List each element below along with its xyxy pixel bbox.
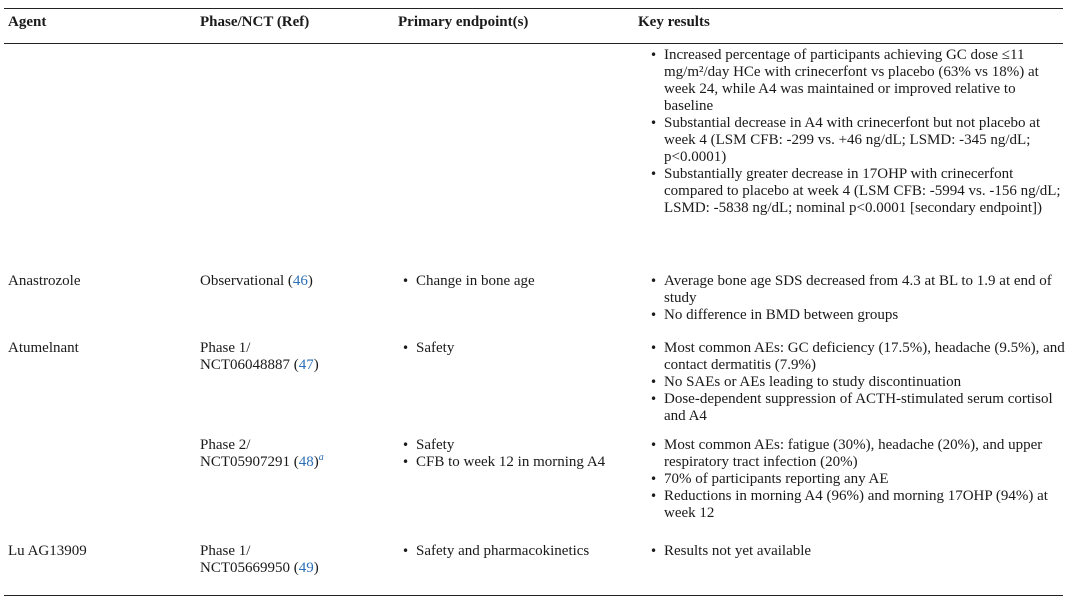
results-cell: [638, 437, 1068, 522]
list-item: • Most common AEs: GC deficiency (17.5%), headache (9.5%), and contact dermatitis (7.9%): [638, 340, 1068, 374]
list-item: • Increased percentage of participants achieving GC dose ≤11 mg/m²/day HCe with crinecerfont vs placebo (63% vs 18%) at week 24, while A4 was maintained or improved relative to baseline: [638, 47, 1068, 115]
phase-cell: Phase 2/ NCT05907291 (48)$^a$: [200, 437, 324, 470]
footnote-marker: a: [318, 452, 324, 463]
table-top-rule: [4, 8, 1063, 9]
reference-link[interactable]: 49: [298, 560, 314, 576]
header-agent: Agent: [8, 14, 47, 30]
list-item: • Safety: [398, 437, 628, 454]
list-item: • 70% of participants reporting any AE: [638, 471, 1068, 488]
list-item: • Substantially greater decrease in 17OHP with crinecerfont compared to placebo at week 4 (LSM CFB: -5994 vs. -156 ng/dL; LSMD: -5838 ng/dL; nominal p<0.0001 [secondary endpoint]): [638, 166, 1068, 217]
agent-cell: Anastrozole: [8, 273, 81, 289]
results-cell: [638, 273, 1068, 324]
endpoints-cell: [398, 273, 628, 290]
list-item: • Results not yet available: [638, 543, 1068, 560]
list-item: • Safety and pharmacokinetics: [398, 543, 628, 560]
header-endpoints: Primary endpoint(s): [398, 14, 529, 30]
endpoints-cell: [398, 340, 628, 357]
table-header-rule: [4, 43, 1063, 44]
table-bottom-rule: [4, 595, 1063, 596]
header-results: Key results: [638, 14, 710, 30]
endpoints-cell: [398, 437, 628, 471]
list-item: • Most common AEs: fatigue (30%), headache (20%), and upper respiratory tract infection (20%): [638, 437, 1068, 471]
list-item: • CFB to week 12 in morning A4: [398, 454, 628, 471]
list-item: • Reductions in morning A4 (96%) and morning 17OHP (94%) at week 12: [638, 488, 1068, 522]
header-phase: Phase/NCT (Ref): [200, 14, 310, 30]
list-item: • Average bone age SDS decreased from 4.3 at BL to 1.9 at end of study: [638, 273, 1068, 307]
reference-link[interactable]: 46: [292, 273, 308, 289]
list-item: • No SAEs or AEs leading to study discontinuation: [638, 374, 1068, 391]
results-cell: [638, 340, 1068, 425]
reference-link[interactable]: 48: [298, 454, 314, 470]
agent-cell: Lu AG13909: [8, 543, 87, 559]
list-item: • Safety: [398, 340, 628, 357]
list-item: • No difference in BMD between groups: [638, 307, 1068, 324]
results-cell: [638, 543, 1068, 560]
phase-cell: Phase 1/ NCT06048887 (47): [200, 340, 319, 373]
phase-cell: Phase 1/ NCT05669950 (49): [200, 543, 319, 576]
results-cell: [638, 47, 1068, 217]
agent-cell: Atumelnant: [8, 340, 79, 356]
reference-link[interactable]: 47: [298, 357, 314, 373]
endpoints-cell: [398, 543, 628, 560]
list-item: • Dose-dependent suppression of ACTH-stimulated serum cortisol and A4: [638, 391, 1068, 425]
list-item: • Substantial decrease in A4 with crinecerfont but not placebo at week 4 (LSM CFB: -299 vs. +46 ng/dL; LSMD: -345 ng/dL; p<0.0001): [638, 115, 1068, 166]
phase-cell: Observational (46): [200, 273, 313, 289]
list-item: • Change in bone age: [398, 273, 628, 290]
